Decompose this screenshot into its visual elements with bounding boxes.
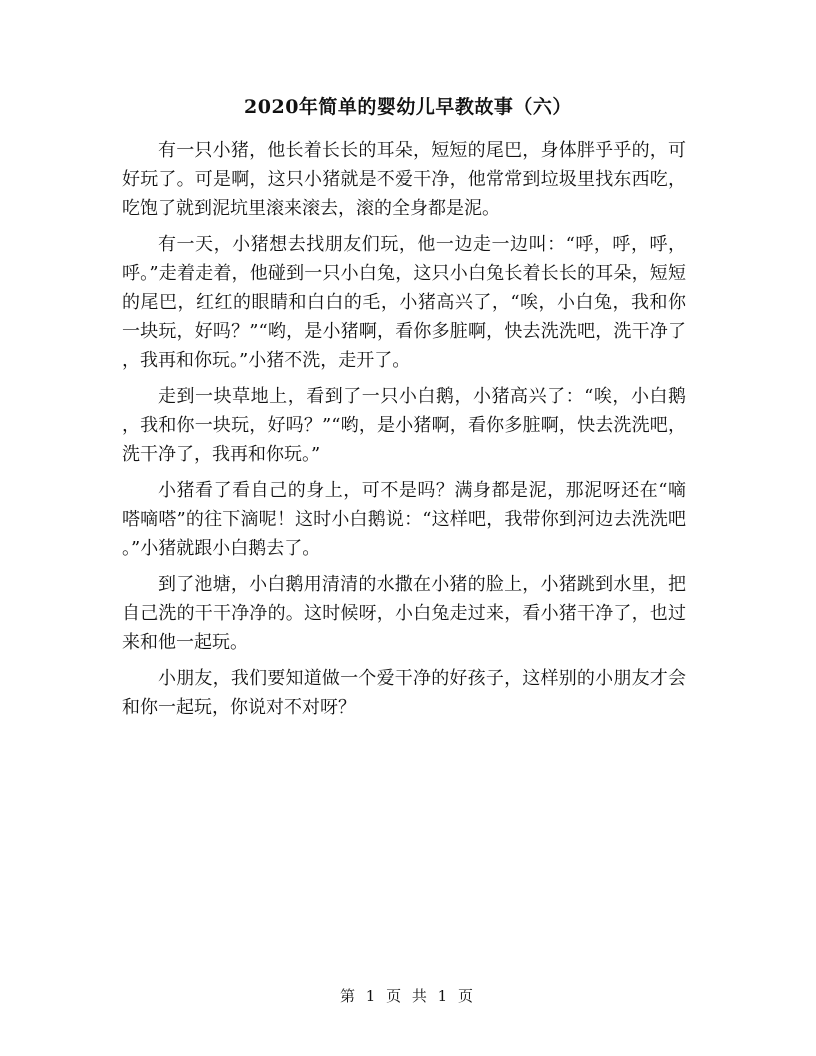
page-number-footer: 第 1 页 共 1 页 <box>340 987 476 1005</box>
paragraph-5: 到了池塘，小白鹅用清清的水撒在小猪的脸上，小猪跳到水里，把自己洗的干干净净的。这时候呀，小白兔走过来，看小猪干净了，也过来和他一起玩。 <box>122 574 686 653</box>
paragraph-6: 小朋友，我们要知道做一个爱干净的好孩子，这样别的小朋友才会和你一起玩，你说对不对呀？ <box>122 668 686 718</box>
paragraph-4: 小猪看了看自己的身上，可不是吗？满身都是泥，那泥呀还在“嘀嗒嘀嗒”的往下滴呢！这时小白鹅说：“这样吧，我带你到河边去洗洗吧。”小猪就跟小白鹅去了。 <box>122 480 686 559</box>
paragraph-3: 走到一块草地上，看到了一只小白鹅，小猪高兴了：“唉，小白鹅，我和你一块玩，好吗？”“哟，是小猪啊，看你多脏啊，快去洗洗吧，洗干净了，我再和你玩。” <box>122 386 686 465</box>
story-body <box>122 136 686 729</box>
paragraph-2: 有一天，小猪想去找朋友们玩，他一边走一边叫：“呼，呼，呼，呼。”走着走着，他碰到一只小白兔，这只小白兔长着长长的耳朵，短短的尾巴，红红的眼睛和白白的毛，小猪高兴了，“唉，小白兔，我和你一块玩，好吗？”“哟，是小猪啊，看你多脏啊，快去洗洗吧，洗干净了，我再和你玩。”小猪不洗，走开了。 <box>122 234 686 371</box>
paragraph-1: 有一只小猪，他长着长长的耳朵，短短的尾巴，身体胖乎乎的，可好玩了。可是啊，这只小猪就是不爱干净，他常常到垃圾里找东西吃，吃饱了就到泥坑里滚来滚去，滚的全身都是泥。 <box>122 140 686 219</box>
page-title: 2020年简单的婴幼儿早教故事（六） <box>244 96 572 118</box>
